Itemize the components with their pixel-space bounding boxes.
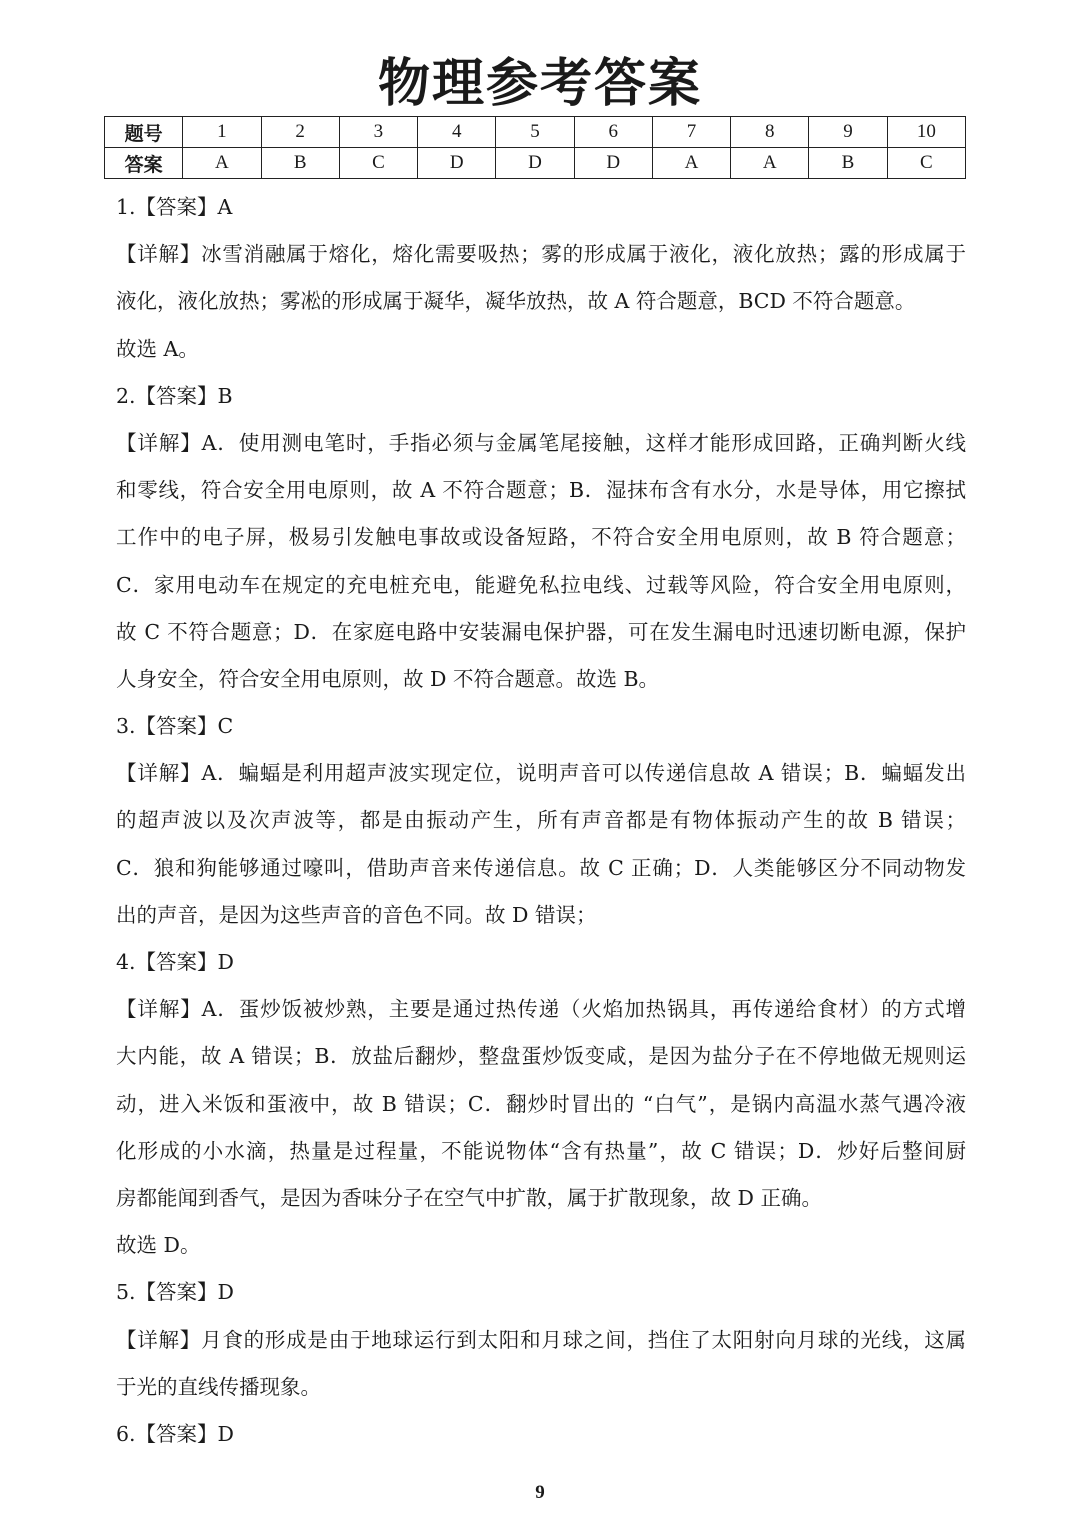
explanation-line: 化形成的小水滴，热量是过程量，不能说物体“含有热量”，故 C 错误；D．炒好后整间厨 xyxy=(116,1138,966,1163)
explanation-line: 【详解】冰雪消融属于熔化，熔化需要吸热；雾的形成属于液化，液化放热；露的形成属于 xyxy=(116,242,966,267)
row-header-number: 题号 xyxy=(105,117,183,148)
explanation-line: C．狼和狗能够通过嚎叫，借助声音来传递信息。故 C 正确；D．人类能够区分不同动物发 xyxy=(116,855,966,880)
answer-heading: 1.【答案】A xyxy=(116,195,233,219)
explanation-line: 于光的直线传播现象。 xyxy=(116,1374,321,1399)
answer-explanations xyxy=(116,184,966,1458)
explanation-line: 和零线，符合安全用电原则，故 A 不符合题意；B．湿抹布含有水分，水是导体，用它擦拭 xyxy=(116,478,966,503)
answer-cell: B xyxy=(261,148,339,179)
answer-cell: C xyxy=(339,148,417,179)
explanation-line: 液化，液化放热；雾凇的形成属于凝华，凝华放热，故 A 符合题意，BCD 不符合题意。 xyxy=(116,289,916,314)
explanation-line: 动，进入米饭和蛋液中，故 B 错误；C．翻炒时冒出的 “白气”，是锅内高温水蒸气遇冷液 xyxy=(116,1091,966,1116)
question-number: 10 xyxy=(887,117,965,148)
answer-cell: D xyxy=(418,148,496,179)
explanation-line: 人身安全，符合安全用电原则，故 D 不符合题意。故选 B。 xyxy=(116,666,660,691)
question-number: 3 xyxy=(339,117,417,148)
question-number-row xyxy=(105,117,966,148)
page-title: 物理参考答案 xyxy=(377,54,702,114)
explanation-line: 【详解】A．蛋炒饭被炒熟，主要是通过热传递（火焰加热锅具，再传递给食材）的方式增 xyxy=(116,997,966,1022)
answer-cell: B xyxy=(809,148,887,179)
explanation-line: 【详解】A．使用测电笔时，手指必须与金属笔尾接触，这样才能形成回路，正确判断火线 xyxy=(116,430,966,455)
explanation-line: 房都能闻到香气，是因为香味分子在空气中扩散，属于扩散现象，故 D 正确。 xyxy=(116,1185,822,1210)
answer-table xyxy=(104,116,966,179)
question-number: 6 xyxy=(574,117,652,148)
answer-cell: C xyxy=(887,148,965,179)
answer-heading: 3.【答案】C xyxy=(116,714,234,739)
question-number: 7 xyxy=(652,117,730,148)
conclusion-line: 故选 A。 xyxy=(116,336,199,361)
answer-heading: 5.【答案】D xyxy=(116,1280,234,1305)
question-number: 2 xyxy=(261,117,339,148)
question-number: 9 xyxy=(809,117,887,148)
conclusion-line: 故选 D。 xyxy=(116,1233,201,1258)
explanation-line: C．家用电动车在规定的充电桩充电，能避免私拉电线、过载等风险，符合安全用电原则， xyxy=(116,572,966,597)
explanation-line: 的超声波以及次声波等，都是由振动产生，所有声音都是有物体振动产生的故 B 错误； xyxy=(116,808,966,833)
answer-heading: 6.【答案】D xyxy=(116,1421,234,1446)
answer-cell: A xyxy=(652,148,730,179)
explanation-line: 工作中的电子屏，极易引发触电事故或设备短路，不符合安全用电原则，故 B 符合题意； xyxy=(116,525,966,550)
answer-cell: D xyxy=(496,148,574,179)
explanation-line: 【详解】A．蝙蝠是利用超声波实现定位，说明声音可以传递信息故 A 错误；B．蝙蝠发出 xyxy=(116,761,966,786)
explanation-line: 大内能，故 A 错误；B．放盐后翻炒，整盘蛋炒饭变咸，是因为盐分子在不停地做无规则运 xyxy=(116,1044,966,1069)
answer-cell: A xyxy=(731,148,809,179)
row-header-answer: 答案 xyxy=(105,148,183,179)
question-number: 5 xyxy=(496,117,574,148)
question-number: 8 xyxy=(731,117,809,148)
question-number: 1 xyxy=(183,117,261,148)
explanation-line: 【详解】月食的形成是由于地球运行到太阳和月球之间，挡住了太阳射向月球的光线，这属 xyxy=(116,1327,966,1352)
answer-cell: A xyxy=(183,148,261,179)
page-number: 9 xyxy=(535,1482,545,1503)
answer-heading: 4.【答案】D xyxy=(116,950,234,974)
answer-row xyxy=(105,148,966,179)
explanation-line: 故 C 不符合题意；D．在家庭电路中安装漏电保护器，可在发生漏电时迅速切断电源，保护 xyxy=(116,619,966,644)
answer-heading: 2.【答案】B xyxy=(116,383,233,408)
question-number: 4 xyxy=(418,117,496,148)
answer-cell: D xyxy=(574,148,652,179)
explanation-line: 出的声音，是因为这些声音的音色不同。故 D 错误； xyxy=(116,902,597,927)
